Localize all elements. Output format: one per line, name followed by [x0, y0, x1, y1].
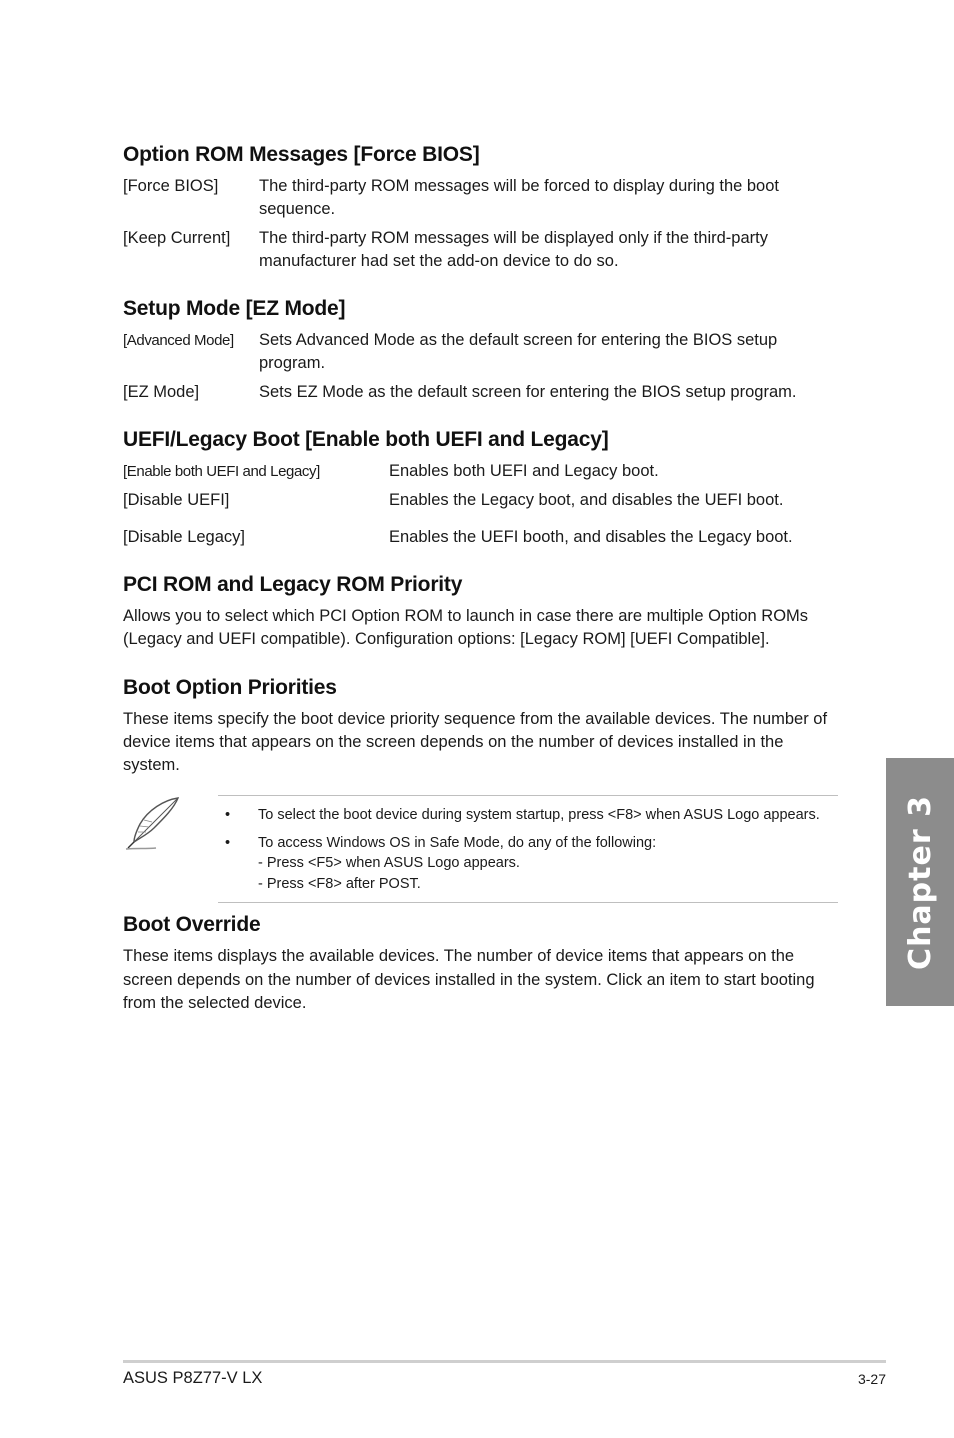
- section-setup-mode: [123, 297, 838, 404]
- note-text: To access Windows OS in Safe Mode, do any of the following:: [258, 834, 657, 851]
- section-title: Boot Override: [123, 913, 261, 937]
- option-row: [123, 329, 838, 375]
- section-pci-rom-priority: [123, 573, 838, 652]
- option-row: [123, 489, 838, 512]
- note-item: [218, 833, 838, 895]
- option-row: [123, 227, 838, 273]
- option-key: [Advanced Mode]: [123, 332, 234, 349]
- section-body: Allows you to select which PCI Option ROM to launch in case there are multiple Option ROMs (Legacy and UEFI compatible). Configuration options: [Legacy ROM] [UEFI Compatible].: [123, 607, 809, 649]
- section-title: Option ROM Messages [Force BIOS]: [123, 143, 480, 166]
- note-box: [218, 795, 838, 903]
- option-key: [EZ Mode]: [123, 383, 200, 401]
- note-text: To select the boot device during system startup, press <F8> when ASUS Logo appears.: [258, 807, 820, 824]
- option-key: [Keep Current]: [123, 229, 231, 247]
- option-key: [Disable Legacy]: [123, 528, 245, 546]
- section-body: These items specify the boot device priority sequence from the available devices. The number of device items that appears on the screen depends on the number of devices installed in the system.: [123, 709, 828, 775]
- section-body: These items displays the available devices. The number of device items that appears on the screen depends on the number of devices installed in the system. Click an item to start booting from the selected device.: [123, 947, 815, 1013]
- bullet-icon: •: [225, 834, 231, 851]
- option-description: Enables both UEFI and Legacy boot.: [389, 462, 659, 480]
- option-row: [123, 175, 838, 221]
- footer-product-name: ASUS P8Z77-V LX: [123, 1369, 263, 1387]
- option-key: [Force BIOS]: [123, 177, 219, 195]
- option-description: The third-party ROM messages will be displayed only if the third-party manufacturer had set the add-on device to do so.: [259, 229, 768, 270]
- section-option-rom-messages: [123, 143, 838, 273]
- option-description: The third-party ROM messages will be forced to display during the boot sequence.: [259, 177, 779, 218]
- feather-pen-icon: [124, 796, 182, 852]
- option-description: Enables the Legacy boot, and disables the UEFI boot.: [389, 491, 784, 509]
- chapter-tab: [886, 758, 954, 1006]
- section-uefi-legacy-boot: [123, 428, 838, 549]
- section-title: Boot Option Priorities: [123, 675, 337, 699]
- note-subitem: - Press <F8> after POST.: [258, 875, 421, 892]
- option-description: Enables the UEFI booth, and disables the Legacy boot.: [389, 528, 793, 546]
- section-title: PCI ROM and Legacy ROM Priority: [123, 573, 463, 596]
- section-title: UEFI/Legacy Boot [Enable both UEFI and Legacy]: [123, 428, 609, 451]
- note-list: [218, 805, 838, 894]
- manual-page-content: [123, 143, 838, 1039]
- option-row: [123, 381, 838, 404]
- section-boot-option-priorities: [123, 676, 838, 778]
- option-key: [Enable both UEFI and Legacy]: [123, 463, 320, 480]
- option-row: [123, 526, 838, 549]
- footer-page-number: 3-27: [857, 1371, 886, 1387]
- chapter-tab-label: Chapter 3: [902, 794, 938, 970]
- bullet-icon: •: [225, 807, 231, 824]
- page-footer: [123, 1360, 886, 1387]
- option-description: Sets EZ Mode as the default screen for entering the BIOS setup program.: [259, 383, 797, 401]
- option-row: [123, 460, 838, 483]
- note-item: [218, 805, 838, 826]
- note-subitem: - Press <F5> when ASUS Logo appears.: [258, 855, 520, 872]
- option-key: [Disable UEFI]: [123, 491, 230, 509]
- section-title: Setup Mode [EZ Mode]: [123, 297, 346, 320]
- option-description: Sets Advanced Mode as the default screen for entering the BIOS setup program.: [259, 331, 778, 372]
- section-boot-override: [123, 913, 838, 1015]
